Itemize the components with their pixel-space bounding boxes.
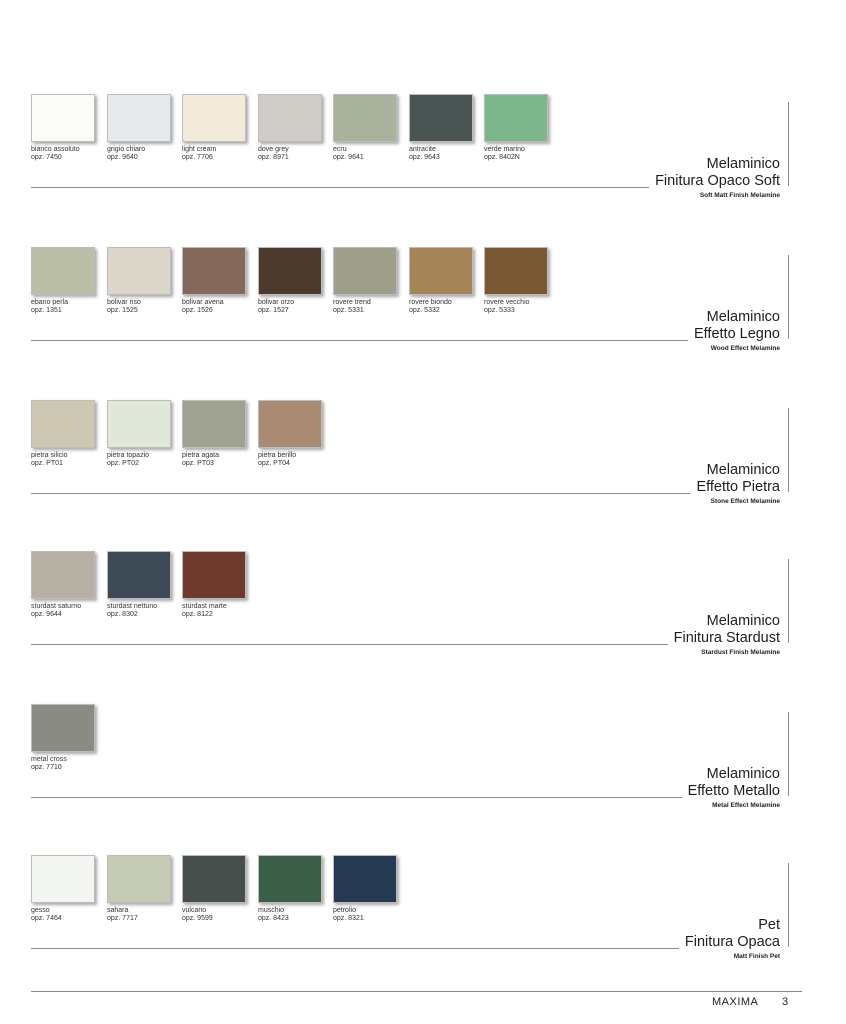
swatch-name: metal cross — [31, 756, 67, 763]
section-finish-title: Effetto Pietra — [696, 479, 780, 495]
swatch-name: bianco assoluto — [31, 146, 80, 153]
finish-section — [0, 94, 846, 234]
swatch-name: sturdast saturno — [31, 603, 82, 610]
section-finish-title: Effetto Legno — [693, 326, 780, 342]
swatch-code: opz. PT04 — [258, 460, 290, 467]
swatch-item — [31, 94, 101, 162]
finish-section — [0, 704, 846, 844]
swatch-code: opz. 1527 — [258, 307, 289, 314]
color-swatch — [258, 247, 322, 295]
swatch-item — [409, 247, 479, 315]
swatch-name: light cream — [182, 146, 217, 153]
color-swatch — [258, 400, 322, 448]
section-title: Pet — [758, 917, 780, 933]
swatch-item — [258, 400, 328, 468]
swatch-code: opz. 7717 — [107, 915, 138, 922]
swatch-code: opz. 1526 — [182, 307, 213, 314]
swatch-code: opz. 8971 — [258, 154, 289, 161]
color-swatch — [333, 855, 397, 903]
swatch-name: verde marino — [484, 146, 525, 153]
section-subtitle: Stone Effect Melamine — [710, 498, 780, 505]
section-title-block — [685, 917, 780, 961]
section-title-block — [655, 156, 780, 200]
color-swatch — [31, 94, 95, 142]
swatch-name: pietra silicio — [31, 452, 68, 459]
swatch-code: opz. 1525 — [107, 307, 138, 314]
swatch-item — [31, 551, 101, 619]
swatch-name: vulcano — [182, 907, 207, 914]
color-swatch — [484, 94, 548, 142]
section-subtitle: Soft Matt Finish Melamine — [699, 192, 780, 199]
color-swatch — [107, 855, 171, 903]
swatch-item — [182, 247, 252, 315]
color-swatch — [107, 247, 171, 295]
color-swatch — [182, 551, 246, 599]
swatch-name: rovere biondo — [409, 299, 452, 306]
color-swatch — [409, 94, 473, 142]
section-finish-title: Finitura Stardust — [673, 630, 780, 646]
swatch-item — [31, 247, 101, 315]
swatch-name: sahara — [107, 907, 129, 914]
swatch-item — [182, 551, 252, 619]
color-swatch — [107, 400, 171, 448]
swatch-item — [258, 247, 328, 315]
section-subtitle: Stardust Finish Melamine — [701, 649, 780, 656]
swatch-item — [182, 94, 252, 162]
finish-section — [0, 855, 846, 995]
swatch-name: dove grey — [258, 146, 289, 153]
swatch-item — [258, 94, 328, 162]
swatch-name: sturdast nettuno — [107, 603, 158, 610]
page-number: 3 — [782, 996, 789, 1008]
color-swatch — [31, 551, 95, 599]
color-swatch — [333, 94, 397, 142]
swatch-code: opz. 8122 — [182, 611, 213, 618]
section-finish-title: Effetto Metallo — [687, 783, 780, 799]
swatch-name: ebano perla — [31, 299, 68, 306]
swatch-item — [31, 400, 101, 468]
swatch-code: opz. 7450 — [31, 154, 62, 161]
swatch-item — [333, 855, 403, 923]
color-swatch — [409, 247, 473, 295]
finish-section — [0, 400, 846, 540]
section-title: Melaminico — [706, 613, 780, 629]
footer-divider — [31, 991, 802, 992]
swatch-name: antracite — [409, 146, 436, 153]
swatch-code: opz. 7706 — [182, 154, 213, 161]
swatch-item — [107, 855, 177, 923]
color-swatch — [31, 400, 95, 448]
color-swatch — [182, 855, 246, 903]
section-vertical-rule — [788, 712, 789, 796]
swatch-code: opz. PT03 — [182, 460, 214, 467]
swatch-item — [107, 94, 177, 162]
swatch-item — [107, 247, 177, 315]
swatch-item — [31, 704, 101, 772]
color-swatch — [31, 704, 95, 752]
swatch-code: opz. 7710 — [31, 764, 62, 771]
swatch-item — [333, 94, 403, 162]
color-swatch — [107, 551, 171, 599]
section-subtitle: Metal Effect Melamine — [712, 802, 780, 809]
swatch-code: opz. 9599 — [182, 915, 213, 922]
swatch-code: opz. 1351 — [31, 307, 62, 314]
color-swatch — [333, 247, 397, 295]
section-subtitle: Matt Finish Pet — [733, 953, 780, 960]
swatch-code: opz. 5332 — [409, 307, 440, 314]
section-title-block — [688, 766, 780, 810]
section-vertical-rule — [788, 863, 789, 947]
swatch-code: opz. 9644 — [31, 611, 62, 618]
swatch-name: pietra topazio — [107, 452, 150, 459]
section-divider — [31, 340, 688, 341]
section-title: Melaminico — [706, 156, 780, 172]
swatch-code: opz. PT02 — [107, 460, 139, 467]
swatch-name: petrolio — [333, 907, 356, 914]
section-finish-title: Finitura Opaca — [684, 934, 780, 950]
swatch-item — [409, 94, 479, 162]
section-vertical-rule — [788, 408, 789, 492]
section-title-block — [674, 613, 780, 657]
section-title: Melaminico — [706, 462, 780, 478]
color-swatch — [107, 94, 171, 142]
swatch-code: opz. 9640 — [107, 154, 138, 161]
section-finish-title: Finitura Opaco Soft — [655, 173, 780, 189]
section-title-block — [694, 309, 780, 353]
section-subtitle: Wood Effect Melamine — [710, 345, 780, 352]
color-swatch — [484, 247, 548, 295]
swatch-name: pietra agata — [182, 452, 219, 459]
swatch-item — [107, 551, 177, 619]
swatch-name: grigio chiaro — [107, 146, 146, 153]
section-divider — [31, 493, 690, 494]
swatch-name: rovere vecchio — [484, 299, 530, 306]
color-swatch — [182, 400, 246, 448]
swatch-name: rovere trend — [333, 299, 371, 306]
section-vertical-rule — [788, 102, 789, 186]
swatch-code: opz. 8402N — [484, 154, 520, 161]
swatch-name: muschio — [258, 907, 285, 914]
swatch-code: opz. 8423 — [258, 915, 289, 922]
swatch-name: bolivar orzo — [258, 299, 295, 306]
swatch-code: opz. 8321 — [333, 915, 364, 922]
section-divider — [31, 797, 682, 798]
section-divider — [31, 187, 649, 188]
swatch-item — [107, 400, 177, 468]
swatch-name: ecru — [333, 146, 347, 153]
color-swatch — [182, 247, 246, 295]
swatch-item — [182, 855, 252, 923]
section-divider — [31, 948, 679, 949]
swatch-name: bolivar riso — [107, 299, 141, 306]
swatch-name: gesso — [31, 907, 50, 914]
swatch-item — [484, 94, 554, 162]
swatch-name: pietra berillo — [258, 452, 297, 459]
finish-section — [0, 247, 846, 387]
swatch-code: opz. 9641 — [333, 154, 364, 161]
swatch-name: bolivar avena — [182, 299, 224, 306]
color-swatch — [258, 94, 322, 142]
color-swatch — [31, 855, 95, 903]
swatch-item — [182, 400, 252, 468]
section-vertical-rule — [788, 255, 789, 339]
swatch-code: opz. 5333 — [484, 307, 515, 314]
color-swatch — [258, 855, 322, 903]
swatch-item — [31, 855, 101, 923]
swatch-code: opz. 5331 — [333, 307, 364, 314]
swatch-code: opz. 7464 — [31, 915, 62, 922]
swatch-code: opz. PT01 — [31, 460, 63, 467]
swatch-item — [258, 855, 328, 923]
swatch-item — [333, 247, 403, 315]
section-title-block — [696, 462, 780, 506]
section-title: Melaminico — [706, 309, 780, 325]
swatch-code: opz. 9643 — [409, 154, 440, 161]
section-divider — [31, 644, 668, 645]
color-swatch — [182, 94, 246, 142]
footer-brand: MAXIMA — [712, 996, 759, 1008]
swatch-name: sturdast marte — [182, 603, 227, 610]
finish-section — [0, 551, 846, 691]
swatch-item — [484, 247, 554, 315]
section-title: Melaminico — [706, 766, 780, 782]
color-swatch — [31, 247, 95, 295]
swatch-code: opz. 8302 — [107, 611, 138, 618]
section-vertical-rule — [788, 559, 789, 643]
